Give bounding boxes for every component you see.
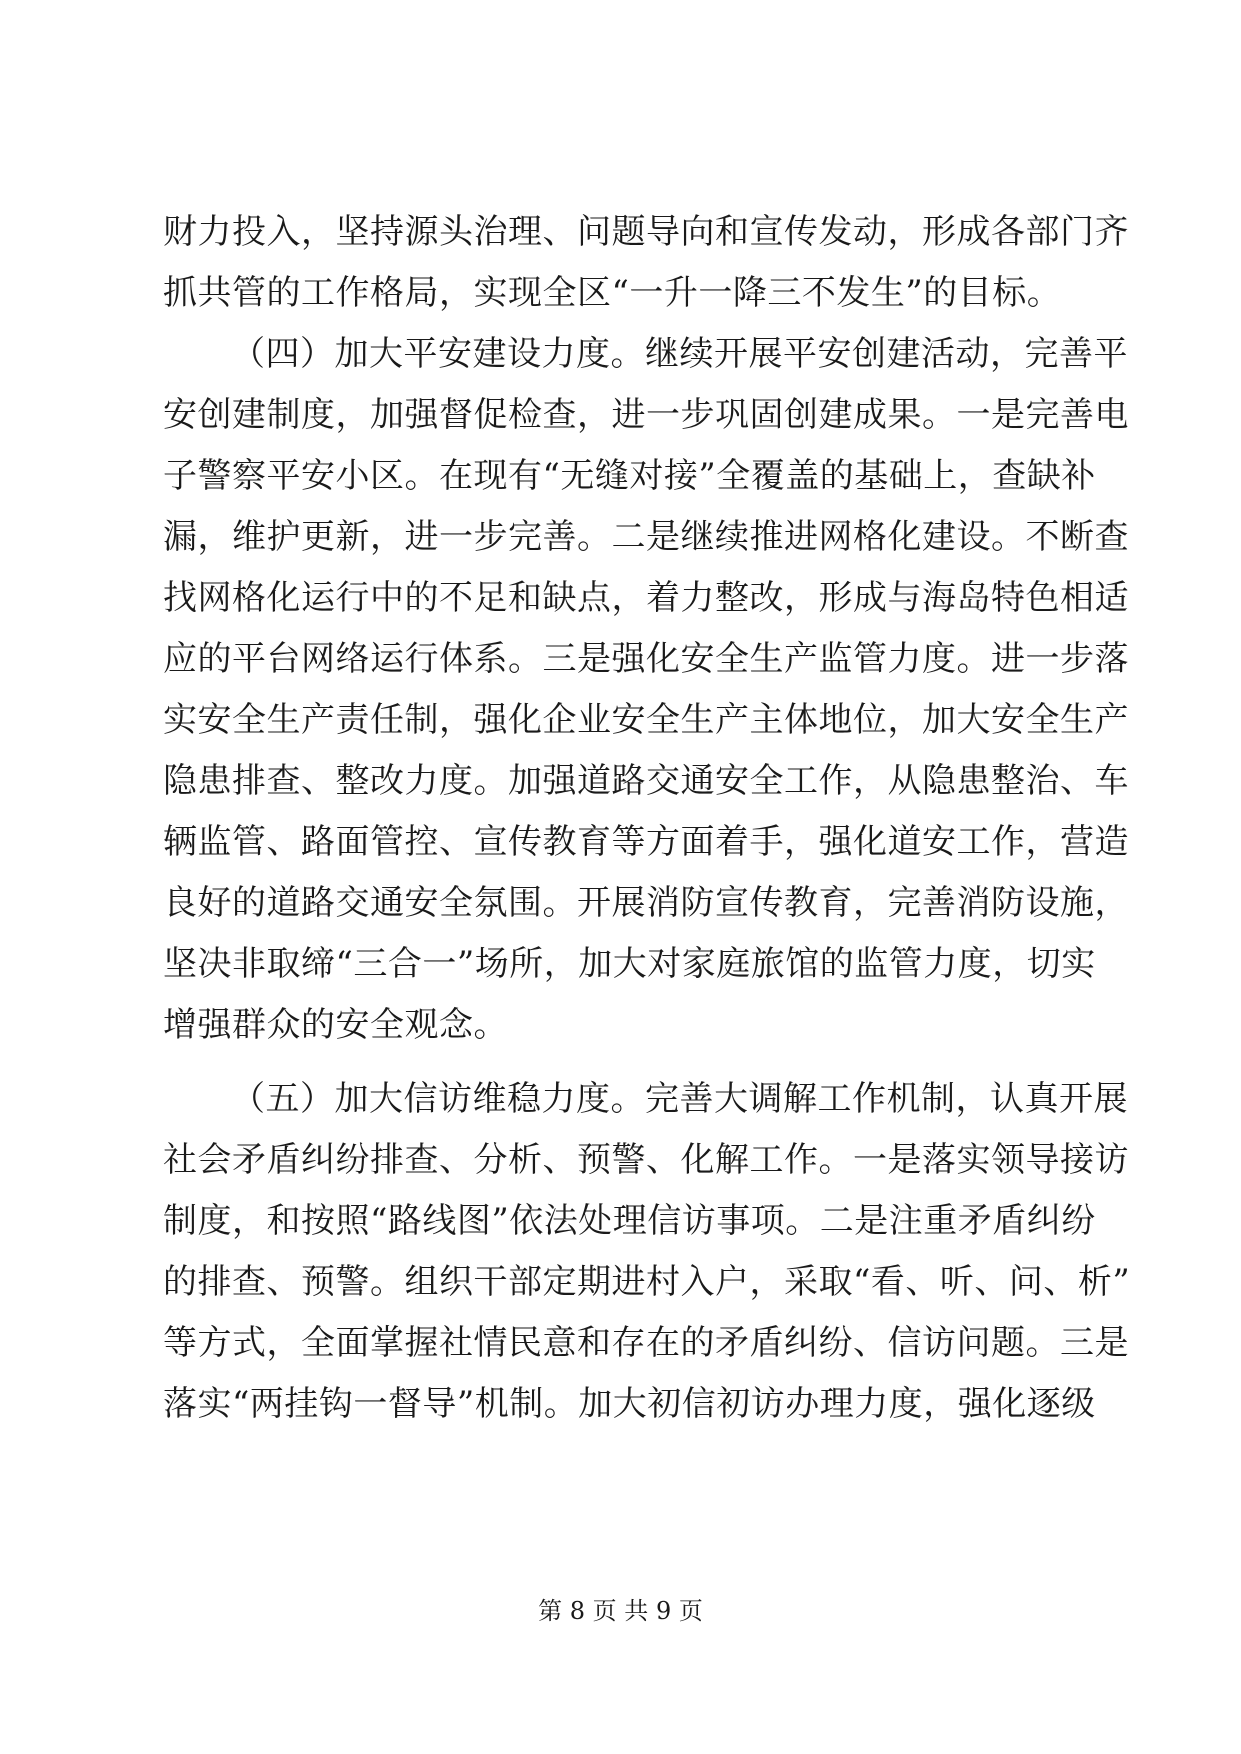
text-line: （四）加大平安建设力度。继续开展平安创建活动，完善平 <box>231 334 1128 374</box>
text-line: 社会矛盾纠纷排查、分析、预警、化解工作。一是落实领导接访 <box>163 1140 1129 1180</box>
text-line: 辆监管、路面管控、宣传教育等方面着手，强化道安工作，营造 <box>163 822 1129 862</box>
text-line: 落实“两挂钩一督导”机制。加大初信初访办理力度，强化逐级 <box>163 1384 1096 1424</box>
text-line: 找网格化运行中的不足和缺点，着力整改，形成与海岛特色相适 <box>163 578 1129 618</box>
document-body <box>163 202 1131 1435</box>
text-line: 财力投入，坚持源头治理、问题导向和宣传发动，形成各部门齐 <box>163 212 1129 252</box>
text-line: 良好的道路交通安全氛围。开展消防宣传教育，完善消防设施， <box>163 883 1129 923</box>
text-line: 漏，维护更新，进一步完善。二是继续推进网格化建设。不断查 <box>163 517 1129 557</box>
text-line: 制度，和按照“路线图”依法处理信访事项。二是注重矛盾纠纷 <box>163 1201 1096 1241</box>
text-line: 应的平台网络运行体系。三是强化安全生产监管力度。进一步落 <box>163 639 1129 679</box>
text-line: 抓共管的工作格局，实现全区“一升一降三不发生”的目标。 <box>163 273 1062 313</box>
text-line: 安创建制度，加强督促检查，进一步巩固创建成果。一是完善电 <box>163 395 1129 435</box>
text-line: 坚决非取缔“三合一”场所，加大对家庭旅馆的监管力度，切实 <box>163 944 1096 984</box>
text-line: （五）加大信访维稳力度。完善大调解工作机制，认真开展 <box>231 1079 1128 1119</box>
paragraph-2 <box>163 324 1129 1056</box>
page-number-footer: 第 8 页 共 9 页 <box>538 1597 703 1625</box>
text-line: 实安全生产责任制，强化企业安全生产主体地位，加大安全生产 <box>163 700 1129 740</box>
paragraph-3 <box>163 1069 1131 1435</box>
text-line: 的排查、预警。组织干部定期进村入户，采取“看、听、问、析” <box>163 1262 1131 1302</box>
text-line: 等方式，全面掌握社情民意和存在的矛盾纠纷、信访问题。三是 <box>163 1323 1129 1363</box>
text-line: 子警察平安小区。在现有“无缝对接”全覆盖的基础上，查缺补 <box>163 456 1096 496</box>
text-line: 增强群众的安全观念。 <box>163 1005 508 1045</box>
paragraph-1 <box>163 202 1129 324</box>
text-line: 隐患排查、整改力度。加强道路交通安全工作，从隐患整治、车 <box>163 761 1129 801</box>
